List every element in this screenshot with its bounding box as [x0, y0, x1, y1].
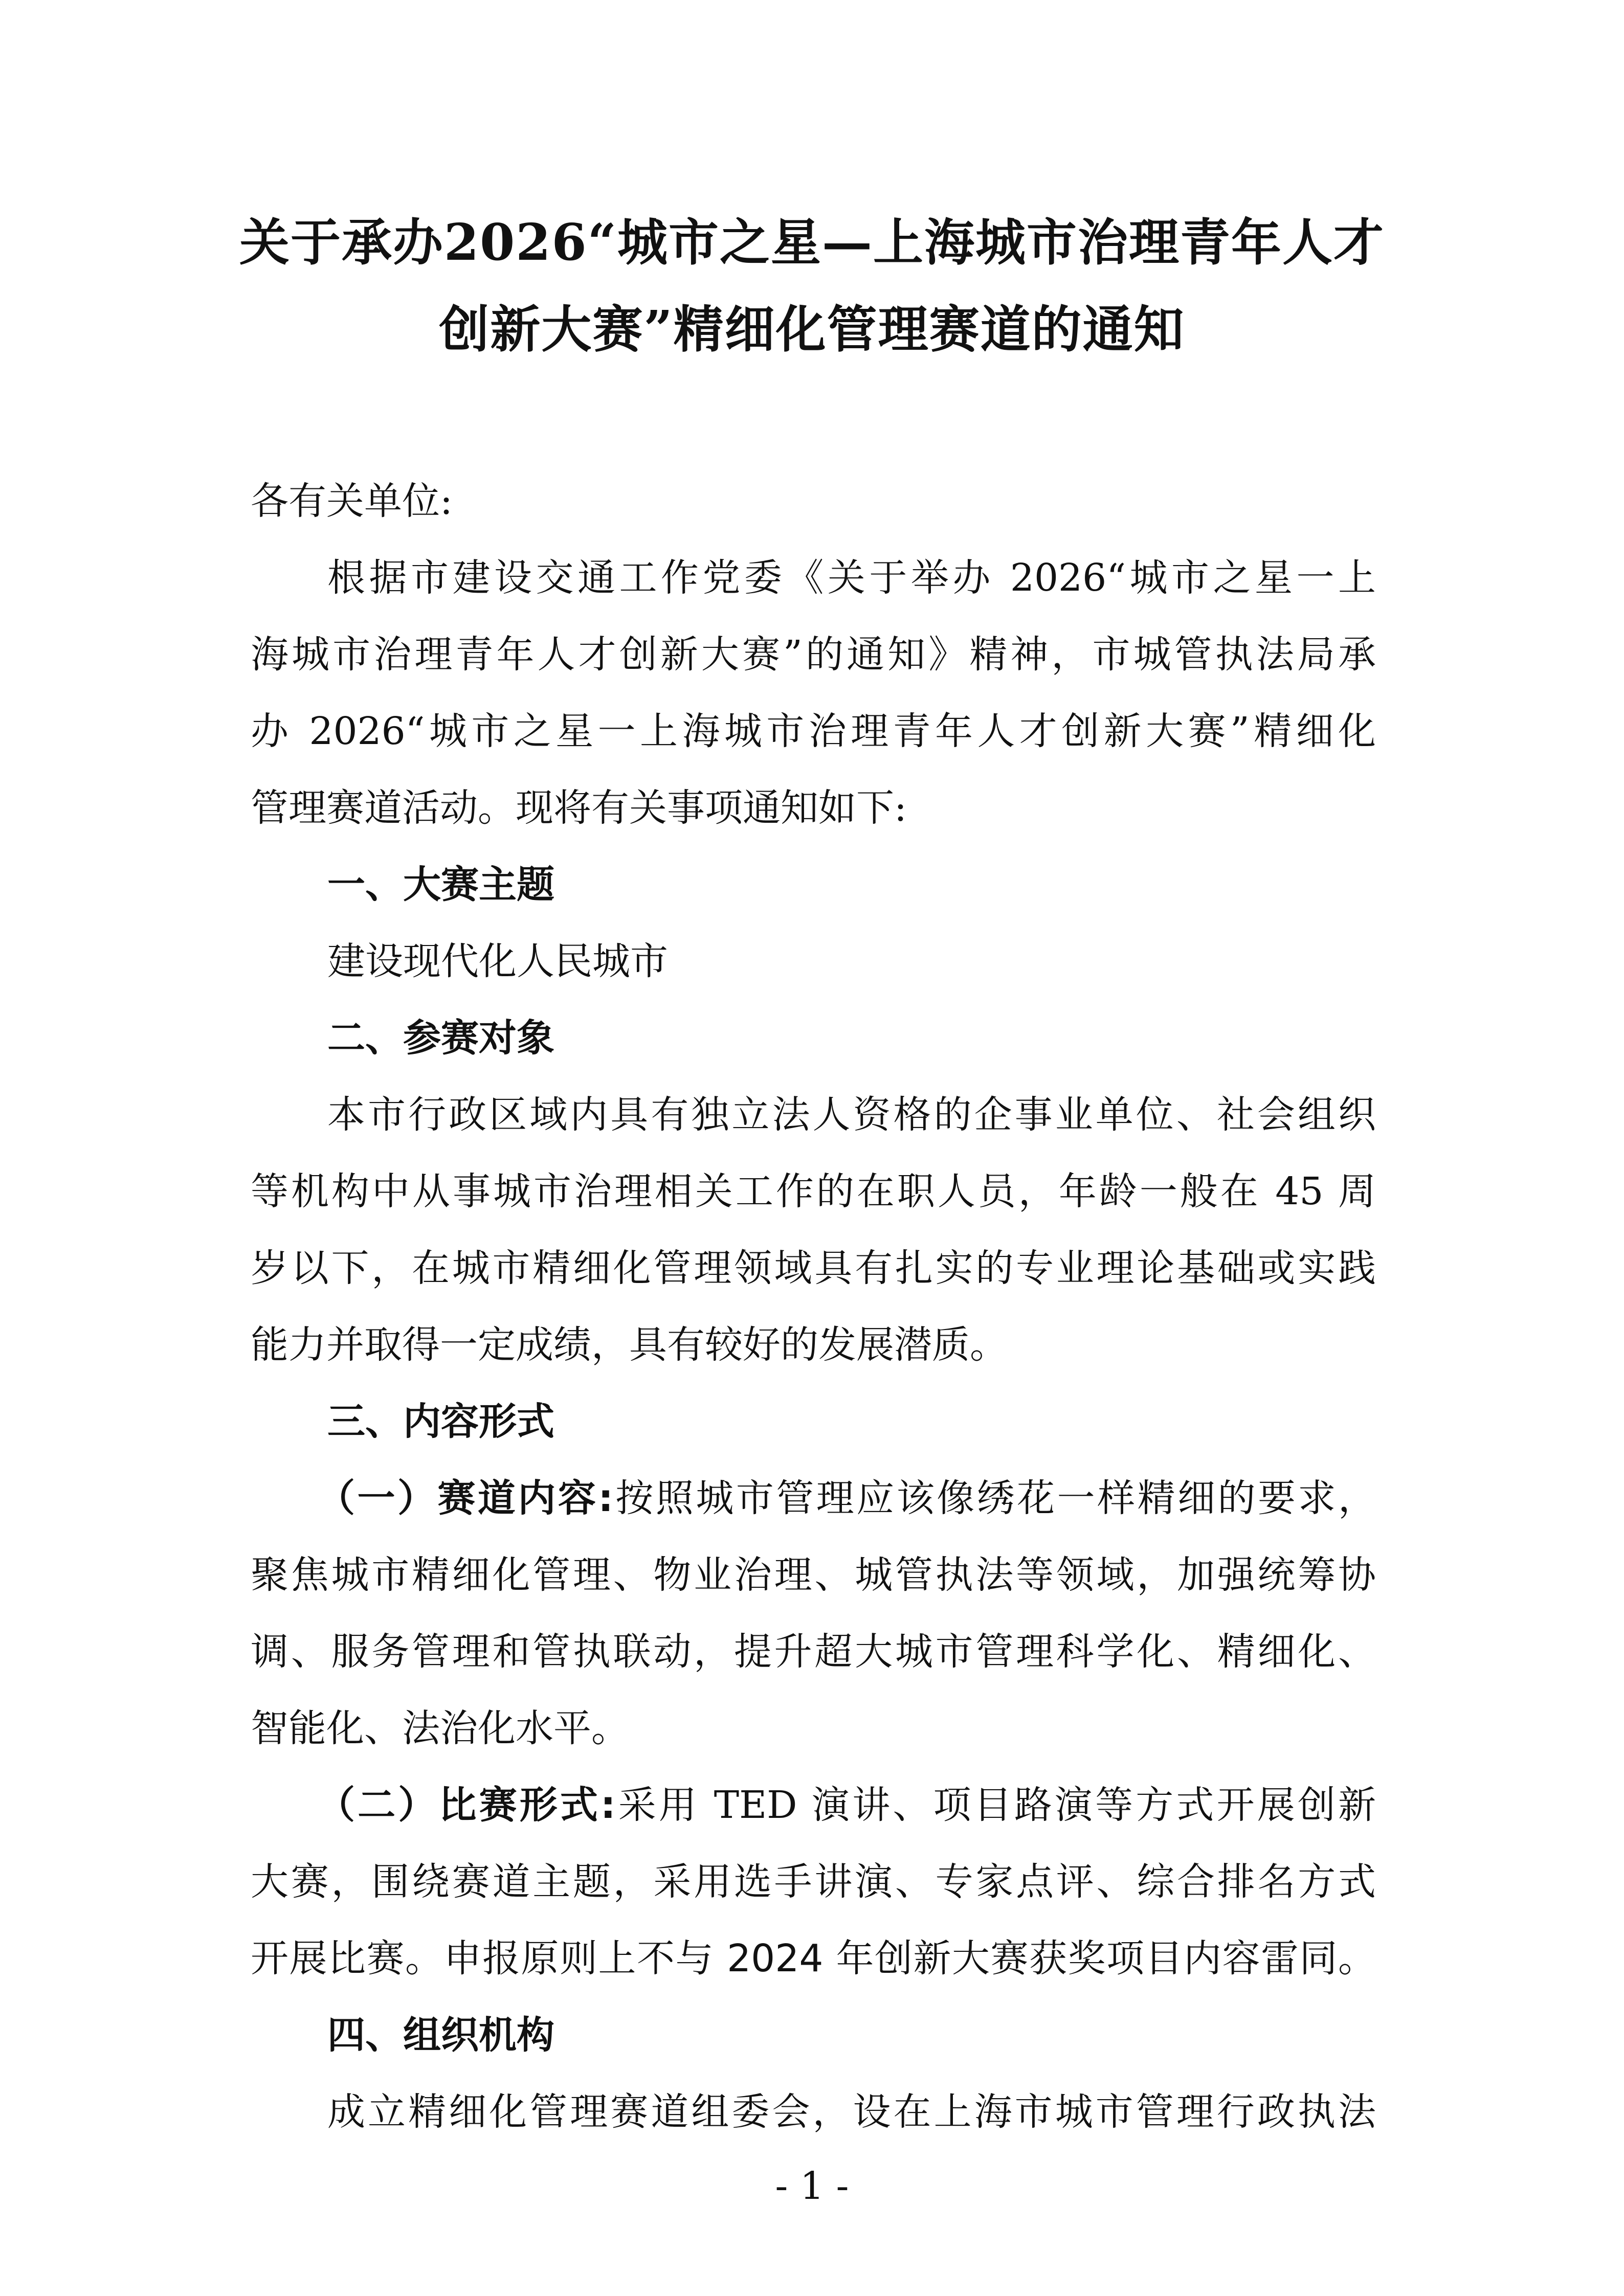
intro-line-2: 海城市治理青年人才创新大赛”的通知》精神，市城管执法局承 — [251, 633, 1376, 677]
section-1-heading: 一、大赛主题 — [327, 863, 554, 907]
item-2-line-3-prefix: 开展比赛。 — [251, 1937, 444, 1980]
section-3-item-1-line-2 — [251, 1537, 1376, 1613]
item-1-line-2-rest: 等领域，加强统筹协 — [1016, 1553, 1376, 1597]
section-2-line-4: 能力并取得一定成绩，具有较好的发展潜质。 — [251, 1323, 1008, 1367]
section-2-line-3: 岁以下，在城市精细化管理领域具有扎实的专业理论基础或实践 — [251, 1246, 1376, 1290]
page-number: - 1 - — [775, 2164, 849, 2208]
item-2-label: （二）比赛形式: — [317, 1783, 616, 1827]
intro-line-1: 根据市建设交通工作党委《关于举办 2026“城市之星一上 — [327, 556, 1376, 600]
section-4-line-1: 成立精细化管理赛道组委会，设在上海市城市管理行政执法 — [327, 2090, 1376, 2134]
section-3-item-2-line-1 — [317, 1767, 1376, 1843]
intro-line-3: 办 2026“城市之星一上海城市治理青年人才创新大赛”精细化 — [251, 709, 1376, 753]
focus-area-fine-management: 城市精细化管理 — [331, 1553, 613, 1597]
salutation: 各有关单位: — [251, 479, 453, 523]
focus-area-urban-enforcement: 城管执法 — [855, 1553, 1016, 1597]
section-3-item-1-line-3: 调、服务管理和管执联动，提升超大城市管理科学化、精细化、 — [251, 1630, 1376, 1674]
separator: 、 — [814, 1553, 855, 1597]
focus-area-property-governance: 物业治理 — [653, 1553, 815, 1597]
section-2-line-1: 本市行政区域内具有独立法人资格的企事业单位、社会组织 — [327, 1093, 1376, 1137]
section-3-item-2-line-2: 大赛，围绕赛道主题，采用选手讲演、专家点评、综合排名方式 — [251, 1860, 1376, 1904]
section-4-heading: 四、组织机构 — [327, 2013, 554, 2057]
separator: 、 — [613, 1553, 654, 1597]
section-3-heading: 三、内容形式 — [327, 1400, 554, 1444]
section-2-line-2: 等机构中从事城市治理相关工作的在职人员，年龄一般在 45 周 — [251, 1169, 1376, 1213]
section-3-item-1-line-1 — [317, 1460, 1376, 1537]
item-1-line-2-prefix: 聚焦 — [251, 1553, 331, 1597]
section-1-text: 建设现代化人民城市 — [327, 939, 668, 983]
section-3-item-1-line-4: 智能化、法治化水平。 — [251, 1706, 629, 1750]
section-3-item-2-line-3 — [251, 1920, 1376, 1997]
item-1-line-1-text: 按照城市管理应该像绣花一样精细的要求， — [613, 1476, 1376, 1520]
item-1-label: （一）赛道内容: — [317, 1476, 613, 1520]
item-2-line-1-text: 采用 TED 演讲、项目路演等方式开展创新 — [615, 1783, 1376, 1827]
intro-line-4: 管理赛道活动。现将有关事项通知如下: — [251, 786, 907, 830]
document-title-line-2: 创新大赛”精细化管理赛道的通知 — [439, 300, 1185, 359]
item-2-application-principle: 申报原则上不与 2024 年创新大赛获奖项目内容雷同。 — [443, 1937, 1376, 1980]
document-title-line-1: 关于承办2026“城市之星—上海城市治理青年人才 — [239, 213, 1385, 272]
section-2-heading: 二、参赛对象 — [327, 1016, 554, 1060]
